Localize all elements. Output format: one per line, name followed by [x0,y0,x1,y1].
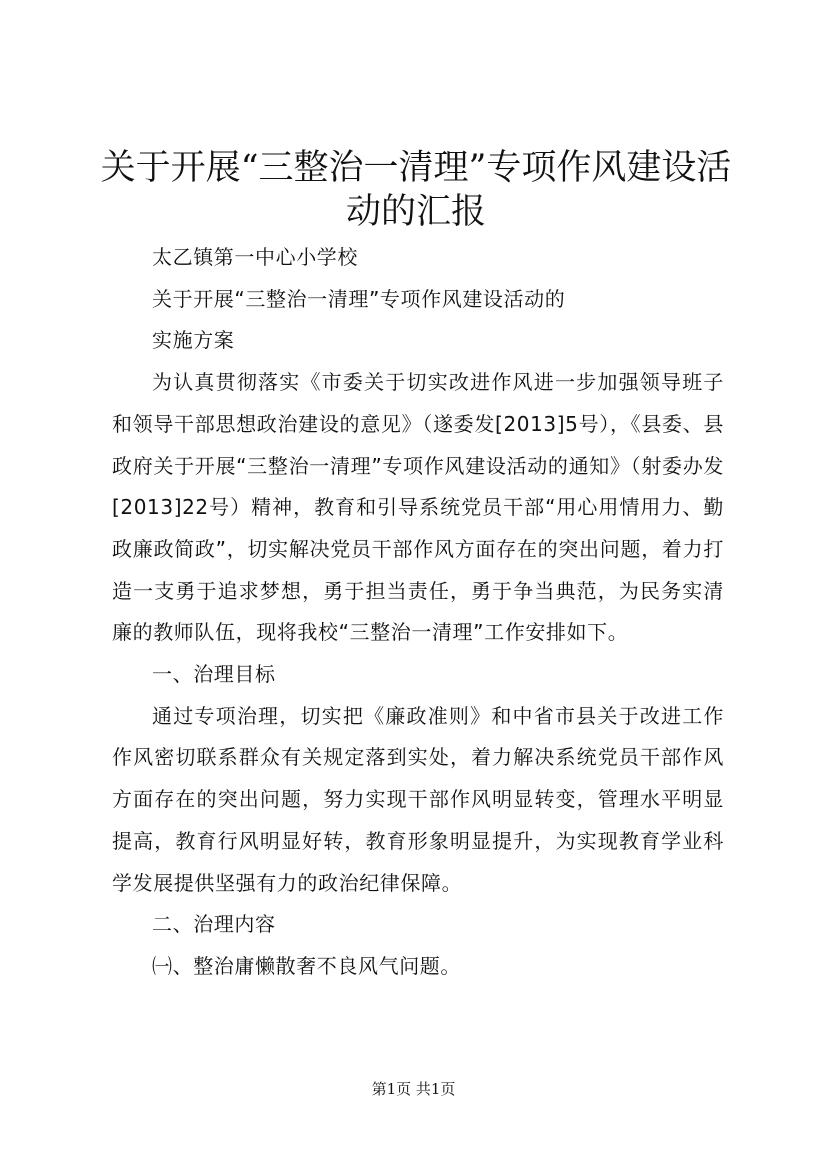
document-title: 关于开展“三整治一清理”专项作风建设活动的汇报 [100,148,732,232]
paragraph-subtitle: 关于开展“三整治一清理”专项作风建设活动的 [152,286,566,311]
paragraph-school-name: 太乙镇第一中心小学校 [152,245,358,269]
page-number-text: 第1页 共1页 [371,1080,456,1098]
paragraph-plan-label: 实施方案 [152,328,235,353]
page-footer [0,1078,827,1099]
heading-section-1: 一、治理目标 [152,662,276,687]
paragraph-item-1: ㈠、整治庸懒散奢不良风气问题。 [152,953,461,978]
heading-section-2: 二、治理内容 [152,912,276,937]
paragraph-goals: 通过专项治理，切实把《廉政准则》和中省市县关于改进工作作风密切联系群众有关规定落到实处，着力解决系统党员干部作风方面存在的突出问题，努力实现干部作风明显转变，管理水平明显提高，教育行风明显好转，教育形象明显提升，为实现教育学业科学发展提供坚强有力的政治纪律保障。 [112,703,724,895]
document-body [112,237,724,988]
paragraph-intro: 为认真贯彻落实《市委关于切实改进作风进一步加强领导班子和领导干部思想政治建设的意见》（遂委发[2013]5号），《县委、县政府关于开展“三整治一清理”专项作风建设活动的通知》（射委办发[2013]22号）精神，教育和引导系统党员干部“用心用情用力、勤政廉政简政”，切实解决党员干部作风方面存在的突出问题，着力打造一支勇于追求梦想，勇于担当责任，勇于争当典范，为民务实清廉的教师队伍，现将我校“三整治一清理”工作安排如下。 [112,370,724,645]
